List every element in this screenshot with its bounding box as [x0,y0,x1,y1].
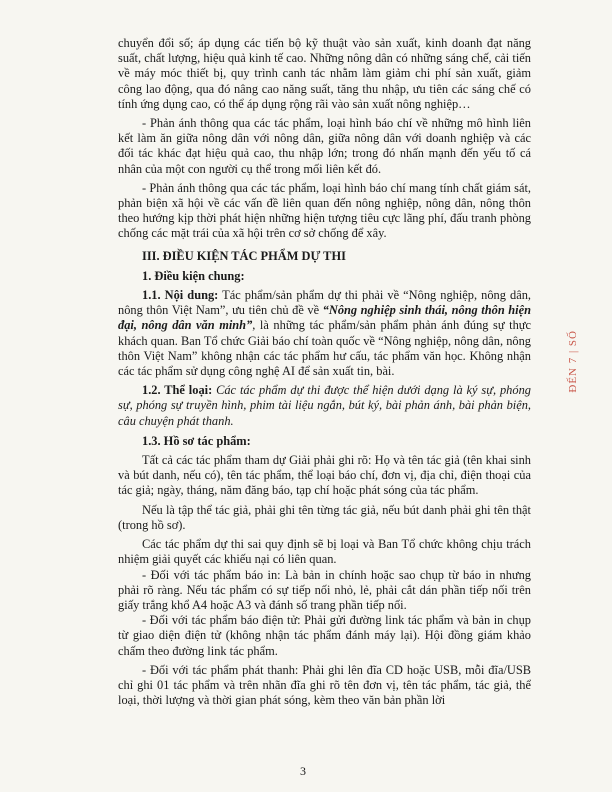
clause-1-3-paragraph-1: Tất cả các tác phẩm tham dự Giải phải ghi rõ: Họ và tên tác giả (tên khai sinh và bút danh, nếu có), tên tác phẩm, thể loại báo chí, đơn vị, địa chỉ, điện thoại của tác giả; ngày, tháng, năm đăng báo, tạp chí hoặc phát sóng của tác phẩm. [118,453,531,498]
intro-paragraph-tail: chuyển đổi số; áp dụng các tiến bộ kỹ thuật vào sản xuất, kinh doanh đạt năng suất, chất lượng, hiệu quả kinh tế cao. Những nông dân có những sáng chế, cải tiến về máy móc thiết bị, quy trình canh tác nhằm làm giảm chi phí sản xuất, giảm công lao động, qua đó nâng cao năng suất, tăng thu nhập, ưu tiên các sáng chế có tính ứng dụng cao, có thể áp dụng rộng rãi vào sản xuất nông nghiệp… [118,36,531,111]
section-heading: III. ĐIỀU KIỆN TÁC PHẨM DỰ THI [142,248,346,263]
clause-1-3-heading: 1.3. Hồ sơ tác phẩm: [142,433,251,448]
clause-1-1-text-a: Tác phẩm/sản phẩm dự thi phải về “Nông nghiệp, nông dân, nông thôn Việt Nam”, ưu tiên chủ đề về [118,288,531,318]
page-number: 3 [300,764,306,778]
clause-1-1-label: 1.1. Nội dung: [142,288,219,303]
clause-1-2-label: 1.2. Thể loại: [142,383,213,398]
bullet-linkage-models: - Phản ánh thông qua các tác phẩm, loại hình báo chí về những mô hình liên kết làm ăn giữa nông dân với nông dân, giữa nông dân với doanh nghiệp và các đối tác khác đạt hiệu quả cao, thu nhập lớn; trong đó nhấn mạnh đến yếu tố cá nhân của một con người cụ thể trong mối liên kết đó. [118,116,531,176]
clause-1-1-content [118,288,531,379]
clause-1-2-genres: ký sự, phóng sự, phóng sự truyền hình, phim tài liệu ngắn, bút ký, bài phản ánh, bài phản biện, câu chuyện phát thanh. [118,383,531,428]
clause-1-3-paragraph-2: Nếu là tập thể tác giả, phải ghi tên từng tác giả, nếu bút danh phải ghi tên thật (trong hồ sơ). [118,502,531,532]
clause-1-1-text-c: , là những tác phẩm/sản phẩm phản ánh đúng sự thực khách quan. Ban Tổ chức Giải báo chí toàn quốc về “Nông nghiệp, nông dân, nông thôn Việt Nam” không nhận các tác phẩm hư cấu, tác phẩm văn học. Không nhận các tác phẩm sử dụng công nghệ AI để sản xuất tin, bài. [118,318,531,379]
document-body [118,36,531,708]
clause-1-2-text-a: Các tác phẩm dự thi được thể hiện dưới dạng là [212,383,467,398]
clause-1-2-genre [118,383,531,429]
clause-1-3-print-works: - Đối với tác phẩm báo in: Là bản in chính hoặc sao chụp từ báo in nhưng phải rõ ràng. Nếu tác phẩm có sự tiếp nối nhỏ, lẻ, phải cắt dán phần tiếp nối trên giấy trắng khổ A4 hoặc A3 và đánh số trang phần tiếp nối. [118,567,531,612]
clause-1-1-theme: “Nông nghiệp sinh thái, nông thôn hiện đại, nông dân văn minh” [118,303,531,333]
clause-1-3-online-works: - Đối với tác phẩm báo điện tử: Phải gửi đường link tác phẩm và bản in chụp từ giao diện điện tử (không nhận tác phẩm đánh máy lại). Hội đồng giám khảo chấm theo đường link tác phẩm. [118,613,531,658]
clause-1-3-radio-works: - Đối với tác phẩm phát thanh: Phải ghi lên đĩa CD hoặc USB, mỗi đĩa/USB chỉ ghi 01 tác phẩm và trên nhãn đĩa ghi rõ tên đơn vị, tên tác phẩm, tác giả, thể loại, thời lượng và thời gian phát sóng, kèm theo văn bản phần lời [118,662,531,708]
bullet-social-critique: - Phản ánh thông qua các tác phẩm, loại hình báo chí mang tính chất giám sát, phản biện xã hội về các vấn đề liên quan đến nông nghiệp, nông dân, nông thôn theo hướng kịp thời phát hiện những hiện tượng tiêu cực lãng phí, đấu tranh phòng chống các mặt trái của xã hội trên cơ sở chống để xây. [118,180,531,241]
clause-1-3-paragraph-3: Các tác phẩm dự thi sai quy định sẽ bị loại và Ban Tổ chức không chịu trách nhiệm giải quyết các khiếu nại có liên quan. [118,537,531,567]
subsection-general-conditions: 1. Điều kiện chung: [142,268,245,283]
received-stamp: ĐẾN 7 | SỐ [567,330,579,393]
